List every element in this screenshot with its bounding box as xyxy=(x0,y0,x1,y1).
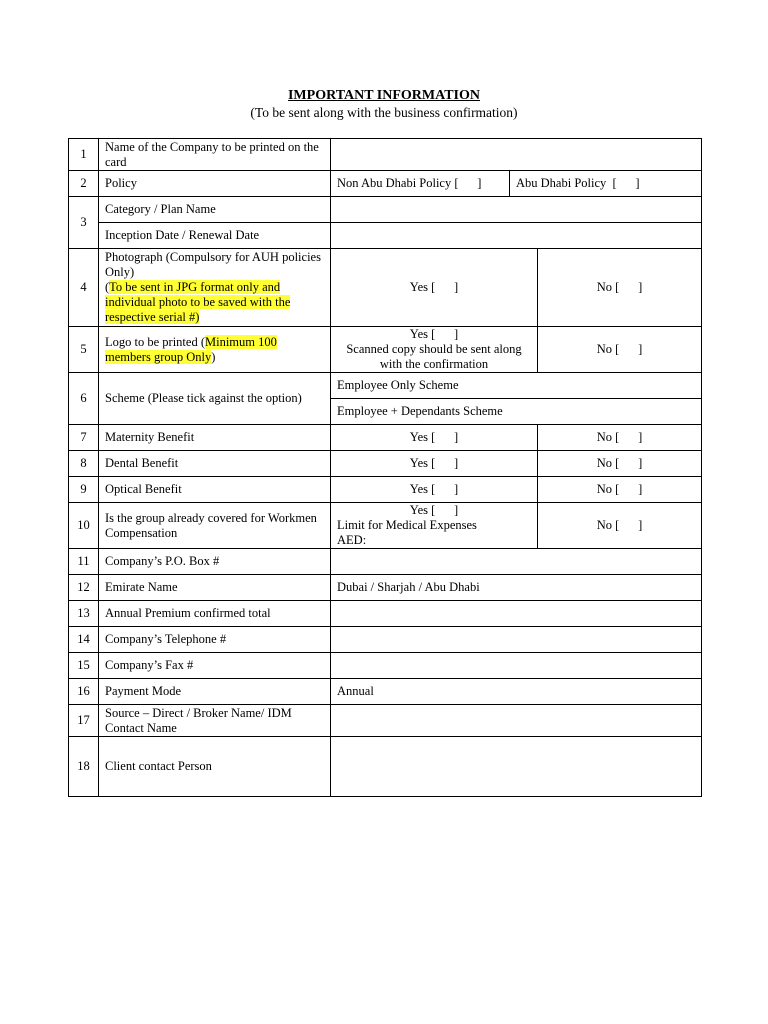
row-number: 1 xyxy=(69,139,99,171)
form-row-category xyxy=(69,197,702,223)
inception-date-field[interactable] xyxy=(331,223,702,249)
row-label: Name of the Company to be printed on the card xyxy=(99,139,331,171)
option-label: Employee Only Scheme xyxy=(337,378,459,392)
form-row-photograph xyxy=(69,249,702,327)
row-number: 11 xyxy=(69,549,99,575)
form-row-annual-premium xyxy=(69,601,702,627)
form-row-emirate xyxy=(69,575,702,601)
row-label: Is the group already covered for Workmen Compensation xyxy=(99,503,331,549)
form-row-dental xyxy=(69,451,702,477)
form-row-po-box xyxy=(69,549,702,575)
telephone-field[interactable] xyxy=(331,627,702,653)
row-number: 18 xyxy=(69,737,99,797)
fax-field[interactable] xyxy=(331,653,702,679)
row-label: Optical Benefit xyxy=(99,477,331,503)
row-label xyxy=(99,327,331,373)
logo-label: Logo to be printed ( xyxy=(105,334,205,349)
yes-label: Yes [ ] xyxy=(409,280,459,294)
row-label: Emirate Name xyxy=(99,575,331,601)
row-label: Annual Premium confirmed total xyxy=(99,601,331,627)
form-row-company-name xyxy=(69,139,702,171)
form-row-maternity xyxy=(69,425,702,451)
row-label: Company’s P.O. Box # xyxy=(99,549,331,575)
optical-no-option[interactable] xyxy=(538,477,702,503)
workmen-yes-option[interactable] xyxy=(331,503,538,549)
row-number: 9 xyxy=(69,477,99,503)
row-label: Company’s Fax # xyxy=(99,653,331,679)
employee-only-scheme-option[interactable] xyxy=(331,373,702,399)
source-field[interactable] xyxy=(331,705,702,737)
row-label: Source – Direct / Broker Name/ IDM Contact Name xyxy=(99,705,331,737)
logo-note-highlight: Minimum 100 members group Only xyxy=(105,334,277,364)
photograph-open-paren: ( xyxy=(105,280,110,294)
form-row-telephone xyxy=(69,627,702,653)
row-number: 15 xyxy=(69,653,99,679)
photograph-yes-option[interactable] xyxy=(331,249,538,327)
logo-yes-option[interactable] xyxy=(331,327,538,373)
maternity-no-option[interactable] xyxy=(538,425,702,451)
photograph-note-highlight: To be sent in JPG format only and individual photo to be saved with the respective serial #) xyxy=(105,280,291,324)
row-number: 6 xyxy=(69,373,99,425)
form-row-source xyxy=(69,705,702,737)
row-number: 16 xyxy=(69,679,99,705)
no-label: No [ ] xyxy=(596,342,643,356)
dental-no-option[interactable] xyxy=(538,451,702,477)
logo-scanned-note: Scanned copy should be sent along with the confirmation xyxy=(346,342,522,371)
abu-dhabi-policy-option[interactable] xyxy=(510,171,702,197)
row-label: Client contact Person xyxy=(99,737,331,797)
form-row-optical xyxy=(69,477,702,503)
row-label: Payment Mode xyxy=(99,679,331,705)
yes-label: Yes [ ] xyxy=(409,430,459,444)
company-name-field[interactable] xyxy=(331,139,702,171)
yes-label: Yes [ ] xyxy=(409,503,459,517)
emirate-field[interactable]: Dubai / Sharjah / Abu Dhabi xyxy=(331,575,702,601)
row-number: 5 xyxy=(69,327,99,373)
no-label: No [ ] xyxy=(596,518,643,532)
optical-yes-option[interactable] xyxy=(331,477,538,503)
row-label: Maternity Benefit xyxy=(99,425,331,451)
row-number: 17 xyxy=(69,705,99,737)
non-abu-dhabi-policy-option[interactable] xyxy=(331,171,510,197)
row-number: 3 xyxy=(69,197,99,249)
form-row-inception xyxy=(69,223,702,249)
medical-limit-aed: AED: xyxy=(337,533,367,547)
client-contact-field[interactable] xyxy=(331,737,702,797)
row-label: Company’s Telephone # xyxy=(99,627,331,653)
yes-label: Yes [ ] xyxy=(409,482,459,496)
row-label: Inception Date / Renewal Date xyxy=(99,223,331,249)
option-label: Employee + Dependants Scheme xyxy=(337,404,503,418)
form-row-logo xyxy=(69,327,702,373)
option-label: Abu Dhabi Policy [ ] xyxy=(516,176,640,190)
page-title: IMPORTANT INFORMATION xyxy=(287,88,480,103)
dental-yes-option[interactable] xyxy=(331,451,538,477)
payment-mode-field[interactable]: Annual xyxy=(331,679,702,705)
form-row-workmen-compensation xyxy=(69,503,702,549)
form-row-policy xyxy=(69,171,702,197)
row-number: 4 xyxy=(69,249,99,327)
row-number: 13 xyxy=(69,601,99,627)
workmen-no-option[interactable] xyxy=(538,503,702,549)
no-label: No [ ] xyxy=(596,430,643,444)
row-number: 7 xyxy=(69,425,99,451)
row-label: Category / Plan Name xyxy=(99,197,331,223)
row-number: 12 xyxy=(69,575,99,601)
yes-label: Yes [ ] xyxy=(409,456,459,470)
row-number: 10 xyxy=(69,503,99,549)
no-label: No [ ] xyxy=(596,456,643,470)
row-number: 8 xyxy=(69,451,99,477)
po-box-field[interactable] xyxy=(331,549,702,575)
no-label: No [ ] xyxy=(596,482,643,496)
yes-label: Yes [ ] xyxy=(409,327,459,341)
form-row-fax xyxy=(69,653,702,679)
medical-limit-label: Limit for Medical Expenses xyxy=(337,518,477,532)
row-label: Dental Benefit xyxy=(99,451,331,477)
logo-no-option[interactable] xyxy=(538,327,702,373)
form-row-client-contact xyxy=(69,737,702,797)
photograph-no-option[interactable] xyxy=(538,249,702,327)
row-label xyxy=(99,249,331,327)
information-form-table xyxy=(68,138,702,797)
row-label: Scheme (Please tick against the option) xyxy=(99,373,331,425)
row-number: 14 xyxy=(69,627,99,653)
form-row-payment-mode xyxy=(69,679,702,705)
form-row-scheme-a xyxy=(69,373,702,399)
page-subtitle: (To be sent along with the business confirmation) xyxy=(250,105,518,120)
maternity-yes-option[interactable] xyxy=(331,425,538,451)
row-label: Policy xyxy=(99,171,331,197)
row-number: 2 xyxy=(69,171,99,197)
category-plan-field[interactable] xyxy=(331,197,702,223)
option-label: Non Abu Dhabi Policy [ ] xyxy=(337,176,482,190)
no-label: No [ ] xyxy=(596,280,643,294)
employee-dependants-scheme-option[interactable] xyxy=(331,399,702,425)
logo-close-paren: ) xyxy=(211,349,216,364)
photograph-label: Photograph (Compulsory for AUH policies Only) xyxy=(105,250,321,279)
annual-premium-field[interactable] xyxy=(331,601,702,627)
